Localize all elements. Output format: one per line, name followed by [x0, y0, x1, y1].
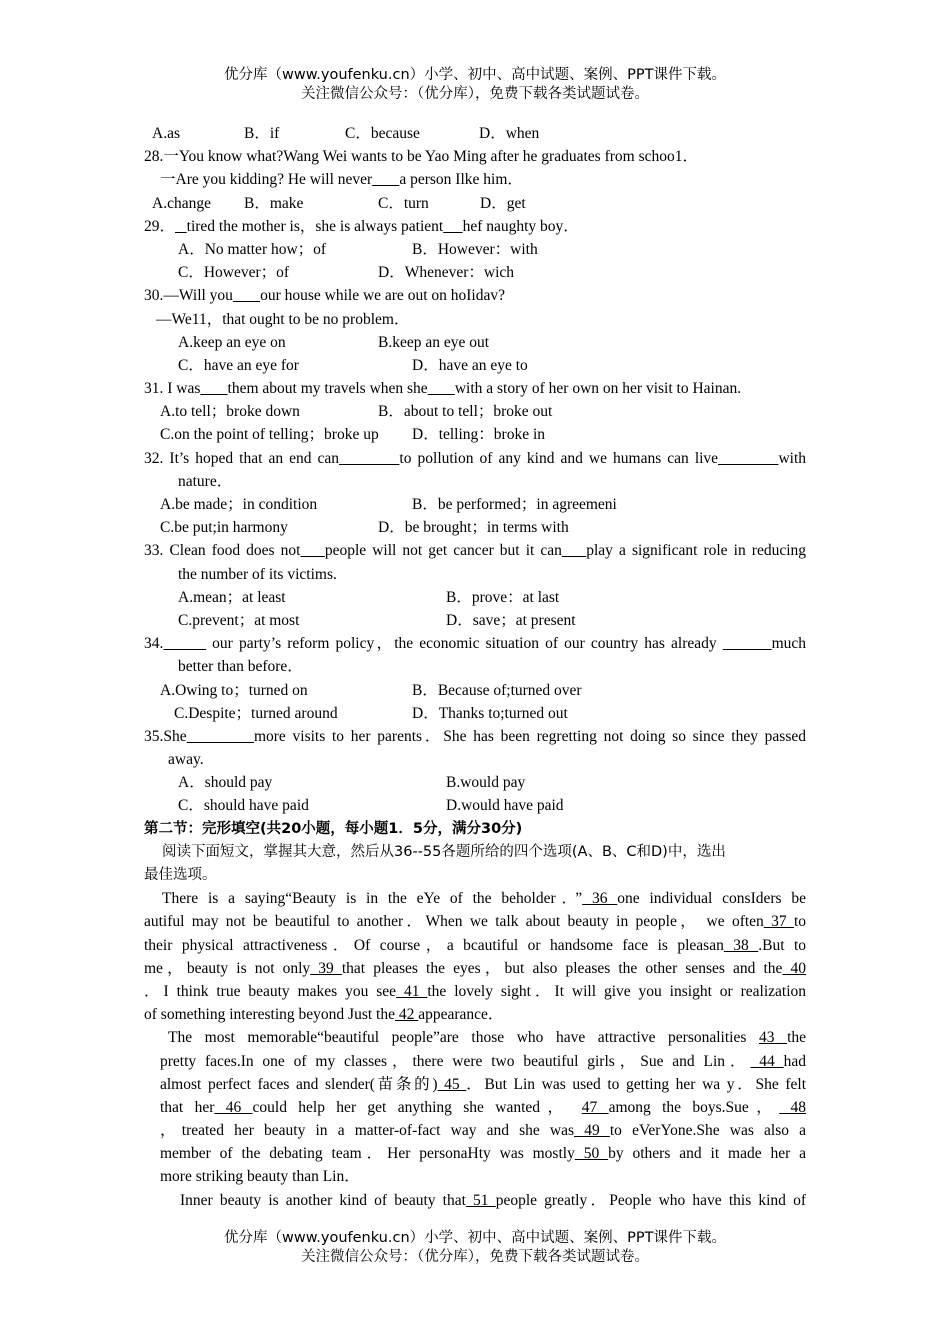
option-a: A.keep an eye on — [178, 333, 286, 351]
stem-text: 30.—Will you — [144, 287, 233, 305]
passage-text: ，treated her beauty in a matter-of-fact way and she was — [160, 1122, 575, 1140]
stem-text-end: more visits to her parents．She has been regretting not doing so since they passed — [253, 727, 806, 745]
option-d: D．when — [479, 125, 540, 142]
blank-47: 47 — [581, 1098, 609, 1116]
passage-text: The most memorable“beautiful people”are those who have attractive personalities — [168, 1029, 759, 1047]
option-b: B．make — [244, 194, 304, 212]
blank — [200, 380, 227, 397]
passage-p2-line7: more striking beauty than Lin． — [160, 1168, 360, 1186]
blank — [300, 542, 324, 559]
q33-stem — [144, 539, 806, 562]
blank — [233, 287, 260, 304]
q35-stem-cont: away. — [168, 751, 204, 769]
blank-51: 51 — [465, 1191, 496, 1209]
passage-text: appearance． — [418, 1006, 504, 1024]
option-d: D．be brought；in terms with — [378, 519, 569, 537]
q35-stem — [144, 725, 806, 748]
blank-44: 44 — [750, 1052, 784, 1070]
option-b: B．about to tell；broke out — [378, 403, 553, 421]
stem-text: 33. Clean food does not — [144, 542, 301, 560]
q29-stem — [144, 215, 806, 238]
section-title: 第二节：完形填空(共20小题，每小题1．5分，满分30分) — [144, 820, 523, 837]
passage-text: Inner beauty is another kind of beauty that — [180, 1191, 466, 1209]
stem-text-end: with — [778, 449, 806, 467]
passage-text: autiful may not be beautiful to another．When we talk about beauty in people， we often — [144, 913, 764, 931]
footer-line-2: 关注微信公众号：（优分库），免费下载各类试题试卷。 — [301, 1249, 649, 1265]
q31-stem — [144, 377, 806, 400]
passage-text: ．I think true beauty makes you see — [144, 982, 397, 1000]
q34-stem-cont: better than before． — [178, 658, 303, 676]
blank — [372, 171, 399, 188]
passage-text: among the boys.Sue， — [608, 1098, 780, 1116]
stem-text-end: much — [771, 635, 806, 653]
q32-options-cd — [144, 516, 806, 539]
q33-options-cd — [144, 609, 806, 632]
option-b: B.would pay — [446, 774, 526, 792]
passage-text: their physical attractiveness．Of course，a bcautiful or handsome face is pleasan — [144, 936, 724, 954]
option-b: B．However：with — [412, 240, 538, 258]
option-a: A.change — [152, 194, 211, 212]
blank — [443, 218, 462, 235]
q30-options-ab — [144, 331, 806, 354]
stem-text-mid: our party’s reform policy，the economic situation of our country has already — [206, 635, 723, 653]
passage-p2-line3 — [160, 1073, 806, 1096]
q33-options-ab — [144, 586, 806, 609]
stem-text-end: hef naughty boy． — [462, 217, 579, 235]
q33-stem-cont: the number of its victims. — [178, 565, 337, 583]
option-b: B．be performed；in agreemeni — [412, 496, 617, 513]
blank — [175, 218, 187, 235]
passage-text: me，beauty is not only — [144, 959, 311, 977]
blank-40: 40 — [782, 959, 806, 977]
option-c: C.be put;in harmony — [160, 519, 288, 537]
q32-stem — [144, 447, 806, 470]
footer-line-1: 优分库（www.youfenku.cn）小学、初中、高中试题、案例、PPT课件下载。 — [224, 1230, 726, 1246]
reply-text-end: a person Ilke him． — [399, 171, 523, 189]
question-number: 29． — [144, 217, 176, 235]
stem-text: 32. It’s hoped that an end can — [144, 449, 340, 467]
option-b: B.keep an eye out — [378, 333, 490, 351]
option-b: B．if — [244, 125, 280, 142]
option-a: A.be made；in condition — [160, 496, 318, 513]
passage-text: ．But Lin was used to getting her wa y．She felt — [466, 1075, 806, 1093]
option-c: C.prevent；at most — [178, 611, 300, 629]
blank-38: 38 — [723, 936, 759, 954]
question-number: 34. — [144, 635, 164, 653]
blank-49: 49 — [574, 1122, 610, 1140]
option-d: D.would have paid — [446, 797, 564, 815]
q31-options-ab — [144, 400, 806, 423]
q30-stem — [144, 284, 806, 307]
q28-reply — [144, 168, 806, 191]
blank — [339, 450, 399, 467]
option-d: D．save；at present — [446, 611, 576, 629]
q29-options-ab — [144, 238, 806, 261]
blank-42: 42 — [394, 1006, 419, 1024]
q35-options-ab — [144, 771, 806, 794]
q34-options-ab — [144, 679, 806, 702]
blank-43: 43 — [758, 1029, 788, 1047]
passage-p2-line1 — [144, 1026, 806, 1049]
option-c: C．because — [345, 125, 420, 142]
passage-p1-line3 — [144, 934, 806, 957]
q27-options — [144, 122, 806, 145]
stem-text-end: with a story of her own on her visit to Hainan. — [454, 380, 742, 398]
option-a: A.mean；at least — [178, 588, 286, 606]
option-b: B．prove：at last — [446, 588, 560, 606]
stem-text: tired the mother is，she is always patient — [186, 217, 444, 235]
passage-p1-line2 — [144, 910, 806, 933]
blank-36: 36 — [582, 890, 618, 908]
passage-text: by others and it made her a — [608, 1145, 806, 1163]
passage-p2-line5 — [160, 1119, 806, 1142]
passage-text: member of the debating team．Her personaHty was mostly — [160, 1145, 575, 1163]
passage-p2-line4 — [160, 1096, 806, 1119]
page-footer — [0, 1229, 950, 1267]
stem-text-end: our house while we are out on hoIidav? — [260, 287, 505, 305]
passage-p1-line5 — [144, 980, 806, 1003]
blank-50: 50 — [574, 1145, 609, 1163]
blank — [723, 635, 772, 652]
passage-text: There is a saying“Beauty is in the eYe of the beholder．” — [162, 890, 583, 908]
option-d: D．have an eye to — [412, 356, 528, 374]
q34-options-cd — [144, 702, 806, 725]
passage-text: the lovely sight．It will give you insight or realization — [427, 982, 806, 1000]
option-a: A.as — [152, 125, 180, 142]
passage-p1-line6 — [144, 1003, 806, 1026]
blank — [187, 728, 254, 745]
stem-text-mid: them about my travels when she — [227, 380, 428, 398]
passage-text: to eVerYone.She was also a — [609, 1122, 806, 1140]
passage-p2-line2 — [160, 1050, 806, 1073]
option-a: A.to tell；broke down — [160, 403, 300, 421]
header-line-2: 关注微信公众号：（优分库），免费下载各类试题试卷。 — [301, 86, 649, 102]
section-instructions-2: 最佳选项。 — [144, 867, 217, 883]
blank-46: 46 — [214, 1098, 253, 1116]
q28-options — [144, 192, 806, 215]
option-a: A.Owing to；turned on — [160, 681, 308, 699]
section-instructions-1: 阅读下面短文，掌握其大意，然后从36--55各题所给的四个选项(A、B、C和D)中，选出 — [162, 843, 726, 860]
option-c: C.Despite；turned around — [174, 704, 338, 722]
stem-text-mid: to pollution of any kind and we humans can live — [399, 449, 719, 467]
option-a: A．No matter how；of — [178, 240, 327, 258]
passage-text: pretty faces.In one of my classes，there were two beautiful girls，Sue and Lin． — [160, 1052, 751, 1070]
q32-options-ab — [144, 493, 806, 516]
blank-39: 39 — [310, 959, 342, 977]
option-a: A．should pay — [178, 774, 273, 792]
option-c: C．turn — [378, 194, 429, 212]
passage-text: one individual consIders be — [617, 890, 806, 908]
passage-text: almost perfect faces and slender(苗条的) — [160, 1075, 438, 1093]
stem-text-mid: people will not get cancer but it can — [324, 542, 562, 560]
option-c: C.on the point of telling；broke up — [160, 426, 379, 444]
blank — [718, 450, 778, 467]
q30-reply: —We11，that ought to be no problem． — [156, 310, 410, 328]
passage-text: had — [783, 1052, 806, 1070]
blank-48: 48 — [779, 1098, 806, 1116]
passage-text: .But to — [758, 936, 806, 954]
option-d: D．get — [480, 194, 526, 212]
q28-stem: 28.一You know what?Wang Wei wants to be Yao Ming after he graduates from schoo1． — [144, 148, 698, 166]
q34-stem — [144, 632, 806, 655]
option-d: D．telling：broke in — [412, 426, 546, 444]
stem-text-end: play a significant role in reducing — [586, 542, 806, 560]
option-c: C．However；of — [178, 264, 290, 282]
blank — [562, 542, 586, 559]
header-line-1: 优分库（www.youfenku.cn）小学、初中、高中试题、案例、PPT课件下载。 — [224, 67, 726, 83]
page-header — [0, 66, 950, 104]
option-d: D．Thanks to;turned out — [412, 704, 568, 722]
passage-text: that pleases the eyes，but also pleases the other senses and the — [341, 959, 783, 977]
reply-text: 一Are you kidding? He will never — [160, 171, 373, 189]
q35-options-cd — [144, 794, 806, 817]
q30-options-cd — [144, 354, 806, 377]
blank-37: 37 — [763, 913, 794, 931]
passage-text: could help her get anything she wanted， — [252, 1098, 582, 1116]
passage-p2-line6 — [160, 1142, 806, 1165]
document-body — [144, 122, 806, 1212]
passage-p3-line1 — [144, 1189, 806, 1212]
option-b: B．Because of;turned over — [412, 681, 582, 699]
passage-text: the — [787, 1029, 806, 1047]
passage-p1-line4 — [144, 957, 806, 980]
passage-text: people greatly．People who have this kind of — [495, 1191, 806, 1209]
stem-text: 35.She — [144, 727, 187, 745]
option-d: D．Whenever：wich — [378, 264, 515, 282]
option-c: C．have an eye for — [178, 356, 299, 374]
passage-text: to — [793, 913, 806, 931]
blank-45: 45 — [437, 1075, 467, 1093]
passage-p1-line1 — [144, 887, 806, 910]
stem-text: 31. I was — [144, 380, 201, 398]
option-c: C．should have paid — [178, 797, 309, 815]
q29-options-cd — [144, 261, 806, 284]
blank — [428, 380, 455, 397]
q32-stem-cont: nature． — [178, 472, 233, 490]
passage-text: that her — [160, 1098, 215, 1116]
blank — [163, 635, 206, 652]
passage-text: of something interesting beyond Just the — [144, 1006, 395, 1024]
q31-options-cd — [144, 423, 806, 446]
blank-41: 41 — [396, 982, 428, 1000]
